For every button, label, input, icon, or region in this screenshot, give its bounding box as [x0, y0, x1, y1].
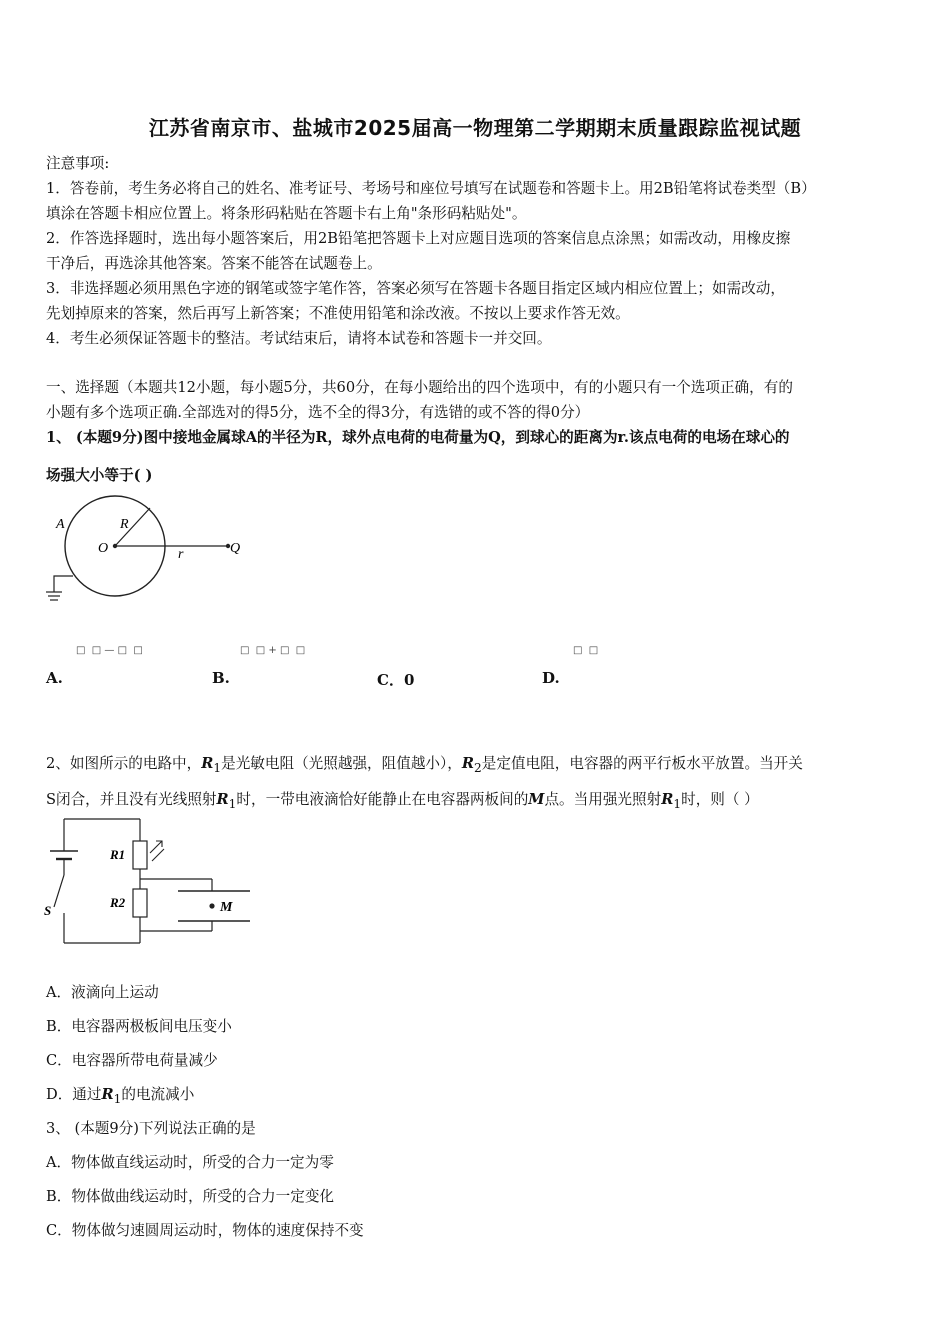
notice-line: 4．考生必须保证答题卡的整洁。考试结束后，请将本试卷和答题卡一并交回。 [46, 330, 552, 347]
r1-symbol: R [101, 1086, 114, 1103]
q1-figure [40, 492, 260, 607]
r2-symbol: R [461, 755, 475, 772]
formula-d: □ □ [573, 645, 599, 656]
q1-option-d[interactable]: D. [542, 669, 560, 687]
q2-stem-part: S闭合，并且没有光线照射 [46, 791, 217, 808]
section-heading-cont: 小题有多个选项正确.全部选对的得5分，选不全的得3分，有选错的或不答的得0分） [46, 404, 590, 421]
r1-sub: 1 [213, 760, 222, 775]
q2-stem-part: 点。当用强光照射 [544, 791, 662, 808]
notice-heading: 注意事项: [46, 155, 110, 172]
q2-option-d-text: 的电流减小 [121, 1086, 195, 1103]
label-s: S [44, 903, 52, 918]
notice-line: 干净后，再选涂其他答案。答案不能答在试题卷上。 [46, 255, 382, 272]
notice-line: 2．作答选择题时，选出每小题答案后，用2B铅笔把答题卡上对应题目选项的答案信息点涂黑；如需改动，用橡皮擦 [46, 230, 791, 247]
label-Q: Q [230, 541, 241, 556]
q2-stem-part: 2、如图所示的电路中， [46, 755, 202, 772]
q2-option-d[interactable] [46, 1083, 194, 1106]
notice-line: 填涂在答题卡相应位置上。将条形码粘贴在答题卡右上角"条形码粘贴处"。 [46, 205, 527, 222]
label-r2: R2 [110, 895, 126, 910]
q2-option-d-text: D．通过 [46, 1086, 102, 1103]
m-symbol: M [528, 791, 545, 808]
q3-option-b[interactable]: B．物体做曲线运动时，所受的合力一定变化 [46, 1188, 335, 1205]
r1-sub: 1 [673, 796, 682, 811]
label-r1: R1 [110, 847, 126, 862]
page-title: 江苏省南京市、盐城市2025届高一物理第二学期期末质量跟踪监视试题 [148, 116, 802, 140]
q2-stem [46, 752, 803, 775]
q2-option-b[interactable]: B．电容器两极板间电压变小 [46, 1018, 232, 1035]
label-r: r [178, 547, 184, 562]
q2-option-c[interactable]: C．电容器所带电荷量减少 [46, 1052, 218, 1069]
formula-a: □ □ — □ □ [76, 645, 143, 656]
r1-sub: 1 [113, 1091, 122, 1106]
label-m: M [220, 900, 233, 915]
q1-stem-cont: 场强大小等于( ) [46, 467, 153, 484]
label-A: A [56, 517, 65, 532]
q1-option-a[interactable]: A. [46, 669, 63, 687]
notice-line: 1．答卷前，考生务必将自己的姓名、准考证号、考场号和座位号填写在试题卷和答题卡上。用2B铅笔将试卷类型（B） [46, 180, 816, 197]
label-O: O [98, 541, 109, 556]
q2-stem-part: 时，则（ ） [681, 791, 759, 808]
notice-line: 先划掉原来的答案，然后再写上新答案；不准使用铅笔和涂改液。不按以上要求作答无效。 [46, 305, 630, 322]
formula-b: □ □ + □ □ [240, 645, 306, 656]
label-R: R [120, 517, 129, 532]
q2-stem-part: 时，一带电液滴恰好能静止在电容器两板间的 [236, 791, 529, 808]
q2-stem-part: 是光敏电阻（光照越强，阻值越小）， [221, 755, 462, 772]
q3-stem: 3、 (本题9分)下列说法正确的是 [46, 1120, 256, 1137]
r1-symbol: R [201, 755, 214, 772]
r1-symbol: R [661, 791, 674, 808]
q2-circuit-figure [40, 815, 255, 950]
q1-stem: 1、 (本题9分)图中接地金属球A的半径为R，球外点电荷的电荷量为Q，到球心的距离为r.该点电荷的电场在球心的 [46, 429, 790, 446]
notice-line: 3．非选择题必须用黑色字迹的钢笔或签字笔作答，答案必须写在答题卡各题目指定区域内相应位置上；如需改动， [46, 280, 785, 297]
r1-sub: 1 [228, 796, 237, 811]
r2-sub: 2 [474, 760, 482, 775]
q3-option-a[interactable]: A．物体做直线运动时，所受的合力一定为零 [46, 1154, 334, 1171]
q2-stem-cont [46, 788, 759, 811]
section-heading: 一、选择题（本题共12小题，每小题5分，共60分，在每小题给出的四个选项中，有的小题只有一个选项正确，有的 [46, 379, 793, 396]
q1-option-b[interactable]: B. [212, 669, 230, 687]
q2-option-a[interactable]: A．液滴向上运动 [46, 984, 159, 1001]
r1-symbol: R [216, 791, 229, 808]
q3-option-c[interactable]: C．物体做匀速圆周运动时，物体的速度保持不变 [46, 1222, 364, 1239]
q2-stem-part: 是定值电阻，电容器的两平行板水平放置。当开关 [481, 755, 803, 772]
q1-option-c[interactable]: C．0 [377, 671, 415, 689]
